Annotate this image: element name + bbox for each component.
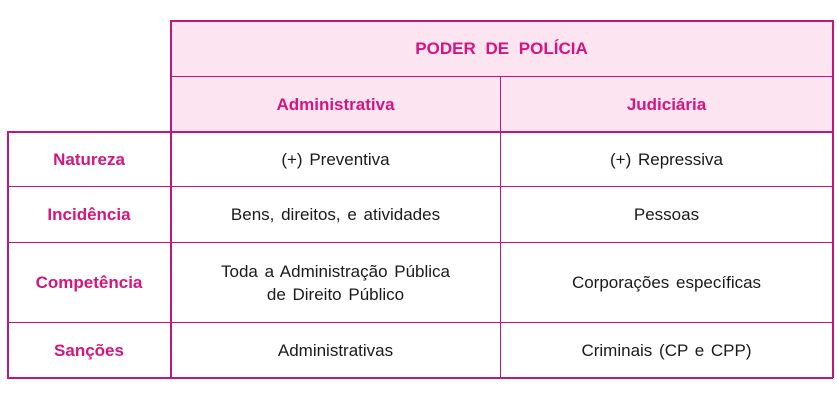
border-right bbox=[832, 20, 834, 378]
column-header-administrativa: Administrativa bbox=[276, 94, 395, 114]
cell-incidencia-judiciaria: Pessoas bbox=[633, 205, 700, 224]
cell-sancoes-judiciaria: Criminais (CP e CPP) bbox=[581, 340, 752, 360]
cell-competencia-judiciaria: Corporações específicas bbox=[571, 273, 762, 292]
row-label-competencia: Competência bbox=[35, 273, 143, 292]
column-header-judiciaria: Judiciária bbox=[626, 94, 707, 114]
cell-incidencia-administrativa: Bens, direitos, e atividades bbox=[230, 205, 441, 224]
row-label-incidencia: Incidência bbox=[47, 205, 131, 224]
table-title: PODER DE POLÍCIA bbox=[415, 39, 588, 58]
border-bottom bbox=[7, 377, 833, 379]
cell-natureza-administrativa: (+) Preventiva bbox=[281, 149, 390, 169]
cell-natureza-judiciaria: (+) Repressiva bbox=[609, 149, 723, 169]
row-label-sancoes: Sanções bbox=[54, 340, 124, 360]
cell-sancoes-administrativa: Administrativas bbox=[277, 340, 394, 360]
cell-competencia-administrativa: Toda a Administração Pública de Direito Público bbox=[220, 261, 451, 304]
row-label-natureza: Natureza bbox=[53, 149, 125, 169]
